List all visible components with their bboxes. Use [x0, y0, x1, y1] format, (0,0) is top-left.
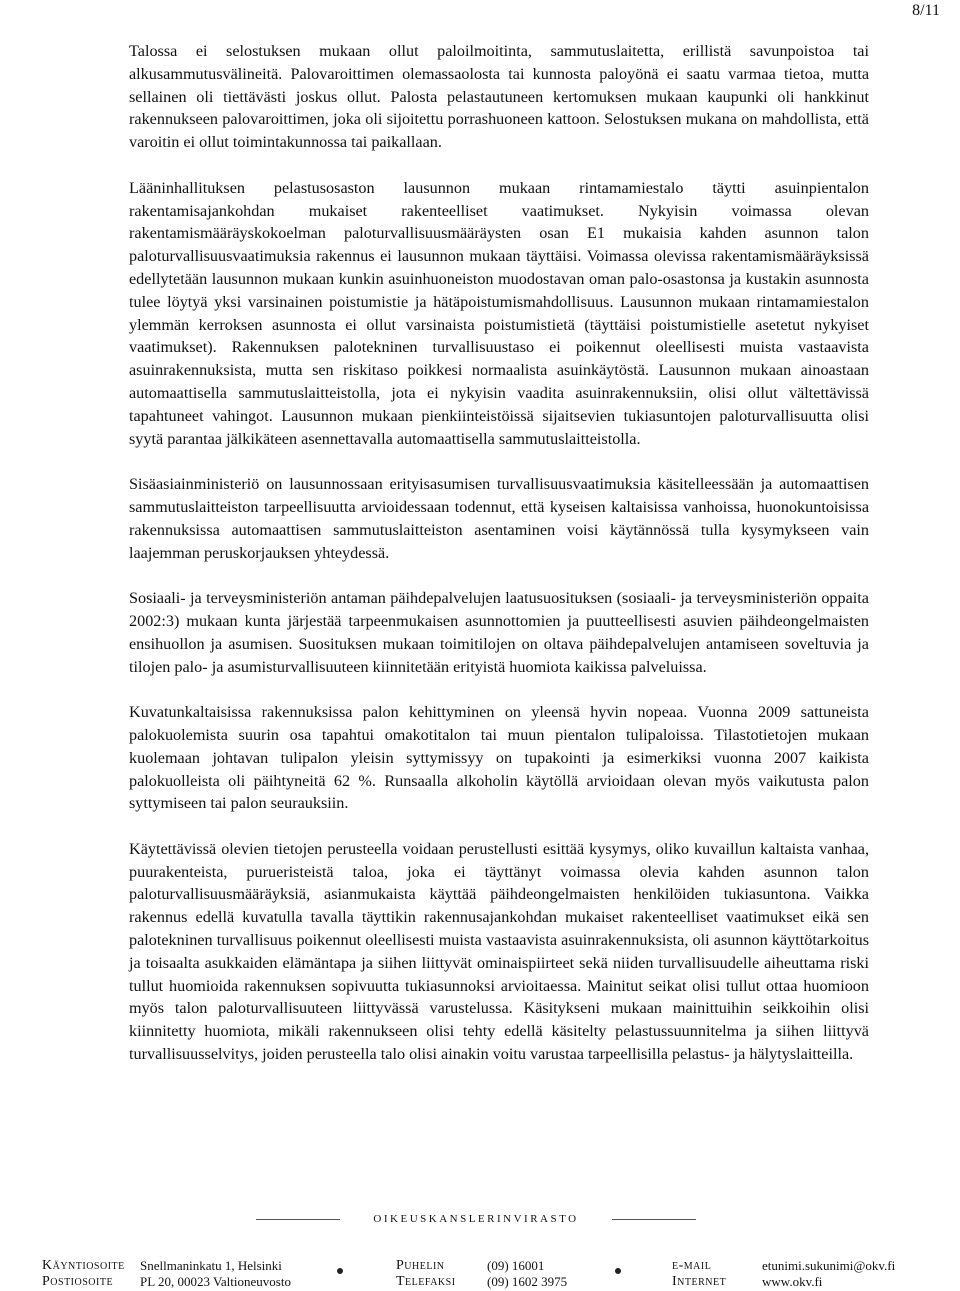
paragraph: Talossa ei selostuksen mukaan ollut paloilmoitinta, sammutuslaitetta, erillistä savunpoistoa tai alkusammutusvälineitä. Palovaroittimen olemassaolosta tai kunnosta paloyönä ei saatu varmaa tietoa, mutta sellainen oli tiettävästi joskus ollut. Palosta pelastautuneen kertomuksen mukaan kaupunki oli hankkinut rakennukseen palovaroittimen, joka oli sijoitettu porrashuoneen kattoon. Selostuksen mukana on mahdollista, että varoitin ei ollut toimintakunnossa tai paikallaan. — [129, 42, 869, 152]
page-footer — [0, 1205, 960, 1291]
bullet-separator-icon — [615, 1268, 621, 1274]
phone-number: (09) 16001 — [487, 1258, 545, 1273]
email-address: etunimi.sukunimi@okv.fi — [762, 1258, 896, 1273]
fax-label: Telefaksi — [396, 1274, 456, 1289]
paragraph: Sisäasiainministeriö on lausunnossaan erityisasumisen turvallisuusvaatimuksia käsitelleessään ja automaattisen sammutuslaitteiston tarpeellisuutta arvioidessaan todennut, että kyseisen kaltaisissa vanhoissa, huonokuntoisissa rakennuksissa automaattisen sammutuslaitteiston asentaminen voisi käytännössä tulla kysymykseen vain laajemman peruskorjauksen yhteydessä. — [129, 475, 869, 562]
visiting-address: Snellmaninkatu 1, Helsinki — [140, 1258, 282, 1273]
footer-organization: OIKEUSKANSLERINVIRASTO — [340, 1213, 612, 1225]
document-body — [129, 40, 869, 1089]
postal-address-label: Postiosoite — [42, 1274, 114, 1289]
paragraph: Kuvatunkaltaisissa rakennuksissa palon kehittyminen on yleensä hyvin nopeaa. Vuonna 2009 sattuneista palokuolemista suurin osa tapahtui omakotitalon tai muun pientalon tulipaloissa. Tilastotietojen mukaan kuolemaan johtavan tulipalon yleisin syttymissyy on tupakointi ja esimerkiksi vuonna 2007 kaikista palokuolleista oli päihtyneitä 62 %. Runsaalla alkoholin käytöllä arvioidaan olevan myös vaikutusta palon syttymiseen tai palon seurauksiin. — [129, 703, 869, 813]
paragraph: Lääninhallituksen pelastusosaston lausunnon mukaan rintamamiestalo täytti asuinpientalon rakentamisajankohdan mukaiset rakenteelliset vaatimukset. Nykyisin voimassa olevan rakentamismääräyskokoelman paloturvallisuusmääräysten osan E1 mukaisia kahden asunnon talon paloturvallisuusvaatimuksia rakennus ei lausunnon mukaan täyttäisi. Voimassa olevissa rakentamismääräyksissä edellytetään lausunnon mukaan kunkin asuinhuoneiston muodostavan oman palo-osastonsa ja kustakin asunnosta tulee löytyä yksi varsinainen poistumistie ja hätäpoistumismahdollisuus. Lausunnon mukaan rintamamiestalon ylemmän kerroksen asunnosta ei ollut varsinaista poistumistietä (täyttäisi poistumistielle asetetut nykyiset vaatimukset). Rakennuksen palotekninen turvallisuustaso ei poikennut oleellisesti muista vastaavista asuinrakennuksista, mutta sen riskitaso poikkesi normaalista asuinkäytöstä. Lausunnon mukaan ainoastaan automaattisella sammutuslaitteistolla, jota ei nykyisin vaadita asuinrakennuksiin, olisi ollut vältettävissä tapahtuneet vahingot. Lausunnon mukaan pienkiinteistöissä sijaitsevien tukiasuntojen paloturvallisuutta olisi syytä parantaa jälkikäteen asennettavalla automaattisella sammutuslaitteistolla. — [129, 178, 869, 448]
internet-label: Internet — [672, 1274, 727, 1289]
bullet-separator-icon — [337, 1268, 343, 1274]
visiting-address-label: Käyntiosoite — [42, 1258, 125, 1273]
paragraph: Käytettävissä olevien tietojen perusteella voidaan perustellusti esittää kysymys, oliko kuvaillun kaltaista vanhaa, puurakenteista, purueristeistä taloa, joka ei täyttänyt voimassa olevia kahden asunnon talon paloturvallisuusmääräyksiä, asianmukaista käyttää päihdeongelmaisten henkilöiden tukiasuntona. Vaikka rakennus edellä kuvatulla tavalla täyttikin rakennusajankohdan mukaiset rakenteelliset vaatimukset eikä sen palotekninen turvallisuus poikennut oleellisesti muista vastaavista asuinrakennuksista, oli asunnon käyttötarkoitus ja toisaalta asukkaiden elämäntapa ja siihen liittyvät ominaispiirteet sekä niiden turvallisuudelle aiheuttama riski tullut huomioida rakennuksen sopivuutta tukiasunnoksi arvioitaessa. Mainitut seikat olisi tullut ottaa huomioon myös talon paloturvallisuuteen liittyvässä varustelussa. Käsitykseni mukaan mainittuihin seikkoihin olisi kiinnitetty huomiota, mikäli rakennukseen olisi tehty edellä käsitelty pelastussuunnitelma ja siihen liittyvä turvallisuusselvitys, joiden perusteella talo olisi ainakin voitu varustaa tarpeellisilla pelastus- ja hälytyslaitteilla. — [129, 839, 869, 1064]
postal-address: PL 20, 00023 Valtioneuvosto — [140, 1274, 291, 1289]
phone-label: Puhelin — [396, 1258, 445, 1273]
email-label: e-mail — [672, 1258, 712, 1273]
page-number: 8/11 — [912, 2, 940, 19]
website-url: www.okv.fi — [762, 1274, 823, 1289]
paragraph: Sosiaali- ja terveysministeriön antaman päihdepalvelujen laatusuosituksen (sosiaali- ja terveysministeriön oppaita 2002:3) mukaan kunta järjestää tarpeenmukaisen asunnottomien ja puutteellisesti asuvien päihdeongelmaisten ensihuollon ja asumisen. Suosituksen mukaan toimitilojen on oltava päihdepalvelujen antamiseen soveltuvia ja tilojen palo- ja asumisturvallisuuteen kiinnitetään erityistä huomiota kaikissa palveluissa. — [129, 589, 869, 676]
fax-number: (09) 1602 3975 — [487, 1274, 568, 1289]
